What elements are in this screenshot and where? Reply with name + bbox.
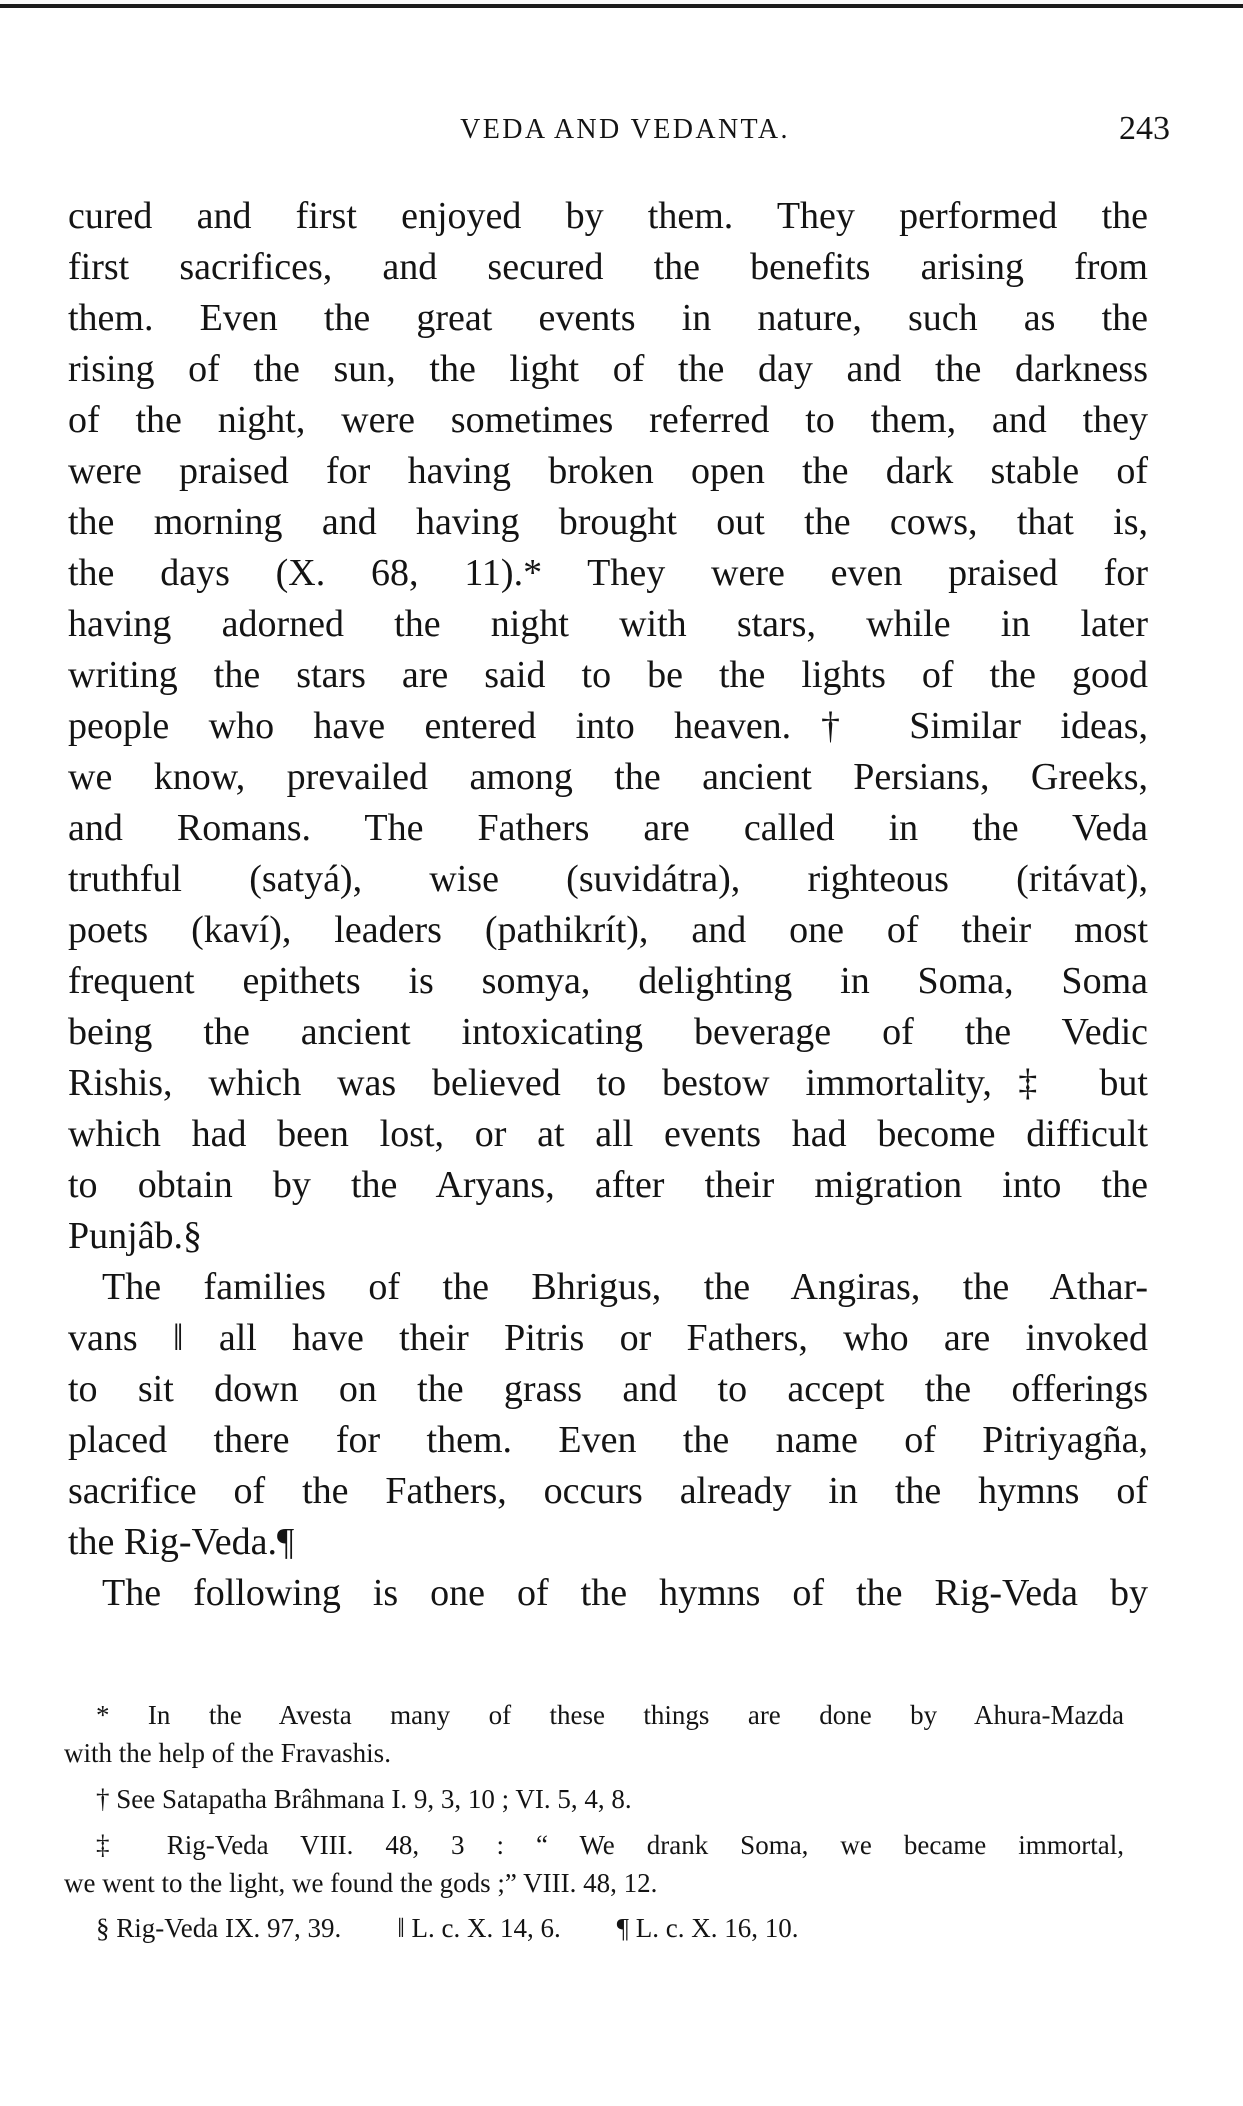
page-number: 243	[1119, 110, 1170, 147]
body-line: to obtain by the Aryans, after their migration into the	[68, 1164, 1148, 1206]
body-line: sacrifice of the Fathers, occurs already in the hymns of	[68, 1470, 1148, 1512]
footnote-references-row	[64, 1908, 1124, 1948]
body-line: having adorned the night with stars, while in later	[68, 603, 1148, 645]
footnotes	[64, 1696, 1124, 1948]
footnote-line: with the help of the Fravashis.	[64, 1738, 391, 1768]
body-line: frequent epithets is somya, delighting in Soma, Soma	[68, 960, 1148, 1002]
paragraph-end-line: Punjâb.§	[68, 1215, 203, 1257]
body-line: which had been lost, or at all events had become difficult	[68, 1113, 1148, 1155]
paragraph-start-line: The families of the Bhrigus, the Angiras, the Athar-	[102, 1266, 1148, 1308]
footnote-ref: ¶ L. c. X. 16, 10.	[616, 1913, 799, 1943]
body-line: first sacrifices, and secured the benefits arising from	[68, 246, 1148, 288]
body-line: the days (X. 68, 11).* They were even praised for	[68, 552, 1148, 594]
footnote-line: ‡ Rig-Veda VIII. 48, 3 : “ We drank Soma, we became immortal,	[96, 1830, 1124, 1860]
footnote-line: * In the Avesta many of these things are done by Ahura-Mazda	[96, 1700, 1124, 1730]
body-line: being the ancient intoxicating beverage of the Vedic	[68, 1011, 1148, 1053]
body-line: writing the stars are said to be the lights of the good	[68, 654, 1148, 696]
paragraph-end-line: the Rig-Veda.¶	[68, 1521, 295, 1563]
running-title: VEDA AND VEDANTA.	[460, 114, 790, 145]
body-line: Rishis, which was believed to bestow immortality,‡ but	[68, 1062, 1148, 1104]
body-line: we know, prevailed among the ancient Persians, Greeks,	[68, 756, 1148, 798]
top-border-rule	[0, 0, 1243, 14]
paragraph-start-line: The following is one of the hymns of the Rig-Veda by	[102, 1572, 1148, 1614]
footnote-ref: § Rig-Veda IX. 97, 39.	[96, 1913, 342, 1943]
footnote-line: we went to the light, we found the gods ;” VIII. 48, 12.	[64, 1868, 658, 1898]
body-line: truthful (satyá), wise (suvidátra), righteous (ritávat),	[68, 858, 1148, 900]
body-line: placed there for them. Even the name of Pitriyagña,	[68, 1419, 1148, 1461]
body-line: people who have entered into heaven.† Similar ideas,	[68, 705, 1148, 747]
footnote-ref: ‖ L. c. X. 14, 6.	[397, 1913, 561, 1943]
body-line: of the night, were sometimes referred to them, and they	[68, 399, 1148, 441]
body-text	[68, 191, 1148, 1619]
body-line: vans ‖ all have their Pitris or Fathers, who are invoked	[68, 1317, 1148, 1359]
body-line: rising of the sun, the light of the day and the darkness	[68, 348, 1148, 390]
body-line: poets (kaví), leaders (pathikrít), and one of their most	[68, 909, 1148, 951]
footnote-line: † See Satapatha Brâhmana I. 9, 3, 10 ; VI. 5, 4, 8.	[96, 1784, 632, 1814]
body-line: to sit down on the grass and to accept the offerings	[68, 1368, 1148, 1410]
body-line: them. Even the great events in nature, such as the	[68, 297, 1148, 339]
body-line: were praised for having broken open the dark stable of	[68, 450, 1148, 492]
body-line: cured and first enjoyed by them. They performed the	[68, 195, 1148, 237]
body-line: and Romans. The Fathers are called in the Veda	[68, 807, 1148, 849]
body-line: the morning and having brought out the cows, that is,	[68, 501, 1148, 543]
running-head	[80, 106, 1170, 156]
